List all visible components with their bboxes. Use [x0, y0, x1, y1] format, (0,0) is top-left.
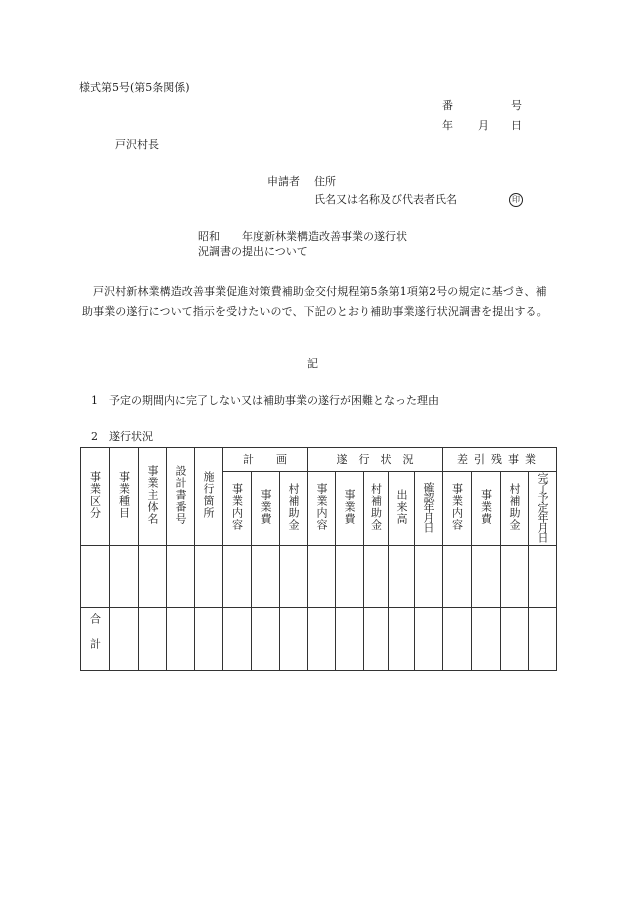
table-row [81, 546, 557, 608]
header-jigyo-shumoku: 事業種目 [110, 448, 139, 546]
progress-col: 出来高 [389, 472, 415, 546]
plan-col: 事業費 [252, 472, 280, 546]
date-year: 年 [442, 119, 453, 132]
seal-mark: 印 [509, 193, 523, 207]
header-jigyo-shutai: 事業主体名 [139, 448, 167, 546]
plan-col: 事業内容 [223, 472, 252, 546]
remaining-col: 事業費 [472, 472, 501, 546]
addressee: 戸沢村長 [115, 138, 159, 151]
header-jigyo-kubun: 事業区分 [81, 448, 110, 546]
date-month: 月 [478, 119, 489, 132]
address-label: 住所 [314, 175, 336, 188]
progress-col: 事業費 [336, 472, 364, 546]
remaining-col: 村補助金 [501, 472, 529, 546]
item-1: 1 予定の期間内に完了しない又は補助事業の遂行が困難となった理由 [91, 394, 439, 407]
progress-col: 確認年月日 [415, 472, 443, 546]
progress-col: 村補助金 [364, 472, 389, 546]
ki-heading: 記 [307, 357, 318, 370]
progress-col: 事業内容 [308, 472, 336, 546]
total-label: 合計 [81, 608, 110, 671]
group-sashihiki: 差引残事業 [443, 448, 557, 472]
form-id: 様式第5号(第5条関係) [79, 81, 190, 94]
item-2: 2 遂行状況 [91, 430, 153, 443]
total-row [81, 608, 557, 671]
title-line-2: 況調書の提出について [198, 245, 308, 258]
applicant-label: 申請者 [267, 175, 300, 188]
plan-col: 村補助金 [280, 472, 308, 546]
group-suiko: 遂 行 状 況 [308, 448, 443, 472]
title-line-1: 昭和 年度新林業構造改善事業の遂行状 [198, 230, 407, 243]
header-seko: 施行箇所 [195, 448, 223, 546]
date-day: 日 [511, 119, 522, 132]
body-paragraph: 戸沢村新林業構造改善事業促進対策費補助金交付規程第5条第1項第2号の規定に基づき、補助事業の遂行について指示を受けたいので、下記のとおり補助事業遂行状況調書を提出する。 [82, 285, 548, 318]
progress-table [80, 447, 557, 671]
number-label-suffix: 号 [511, 99, 522, 112]
remaining-col: 事業内容 [443, 472, 472, 546]
name-label: 氏名又は名称及び代表者氏名 [314, 193, 457, 206]
group-keikaku: 計 画 [223, 448, 308, 472]
header-sekkei: 設計書番号 [167, 448, 195, 546]
number-label: 番 [442, 99, 453, 112]
remaining-col: 完了予定年月日 [529, 472, 557, 546]
